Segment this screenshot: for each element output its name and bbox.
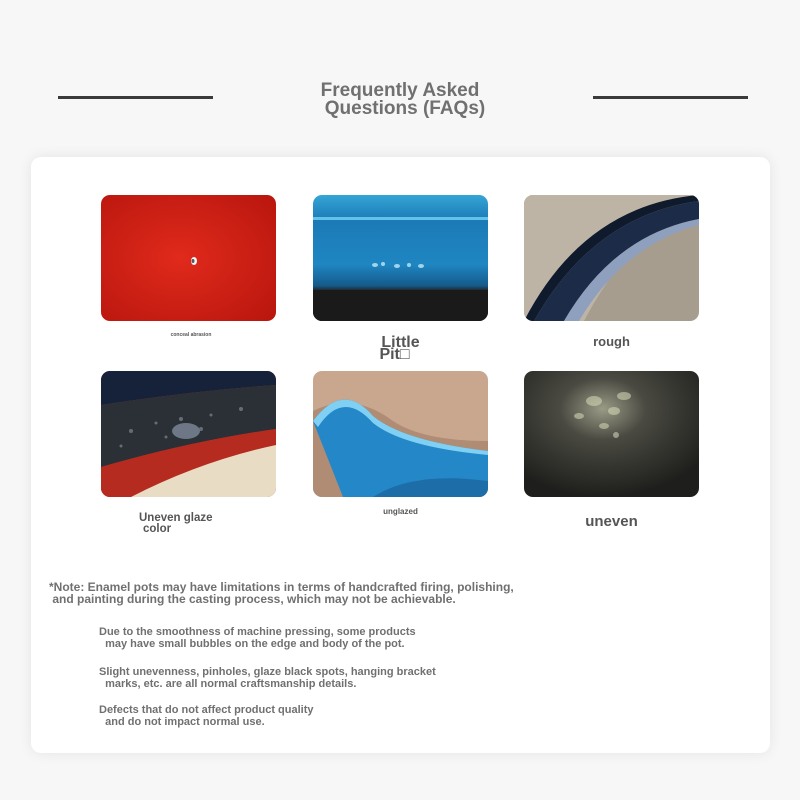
note-normal-details: Slight unevenness, pinholes, glaze black spots, hanging bracket marks, etc. are all normal craftsmanship details. — [99, 666, 436, 690]
faq-card — [31, 157, 770, 753]
caption-conceal-abrasion: conceal abrasion — [170, 332, 212, 338]
caption-uneven-glaze-color — [139, 513, 239, 535]
note-machine-pressing: Due to the smoothness of machine pressing, some products may have small bubbles on the edge and body of the pot. — [99, 626, 416, 650]
caption-little-pit — [353, 334, 448, 363]
header-divider-left — [58, 96, 213, 99]
title-line-1: Frequently Asked — [320, 80, 480, 101]
photo-rough-rim — [524, 195, 699, 321]
photo-red-chip — [101, 195, 276, 321]
photo-uneven-interior — [524, 371, 699, 497]
caption-uneven-glaze-line1: Uneven glaze — [139, 512, 213, 524]
photo-unglazed-lid — [313, 371, 488, 497]
note-enamel-limitations: *Note: Enamel pots may have limitations in terms of handcrafted firing, polishing, and painting during the casting process, which may not be achievable. — [49, 580, 514, 606]
caption-little-pit-line2: Pit□ — [379, 346, 410, 363]
photo-uneven-glaze — [101, 371, 276, 497]
page-title — [290, 82, 510, 118]
header-divider-right — [593, 96, 748, 99]
caption-unglazed: unglazed — [383, 507, 418, 516]
caption-little-pit-line1: Little — [381, 334, 420, 351]
caption-rough: rough — [593, 334, 630, 349]
title-line-2: Questions (FAQs) — [324, 98, 486, 119]
caption-uneven: uneven — [585, 513, 638, 530]
photo-blue-pits — [313, 195, 488, 321]
note-quality-defects: Defects that do not affect product quality and do not impact normal use. — [99, 704, 314, 728]
caption-uneven-glaze-line2: color — [143, 523, 172, 535]
